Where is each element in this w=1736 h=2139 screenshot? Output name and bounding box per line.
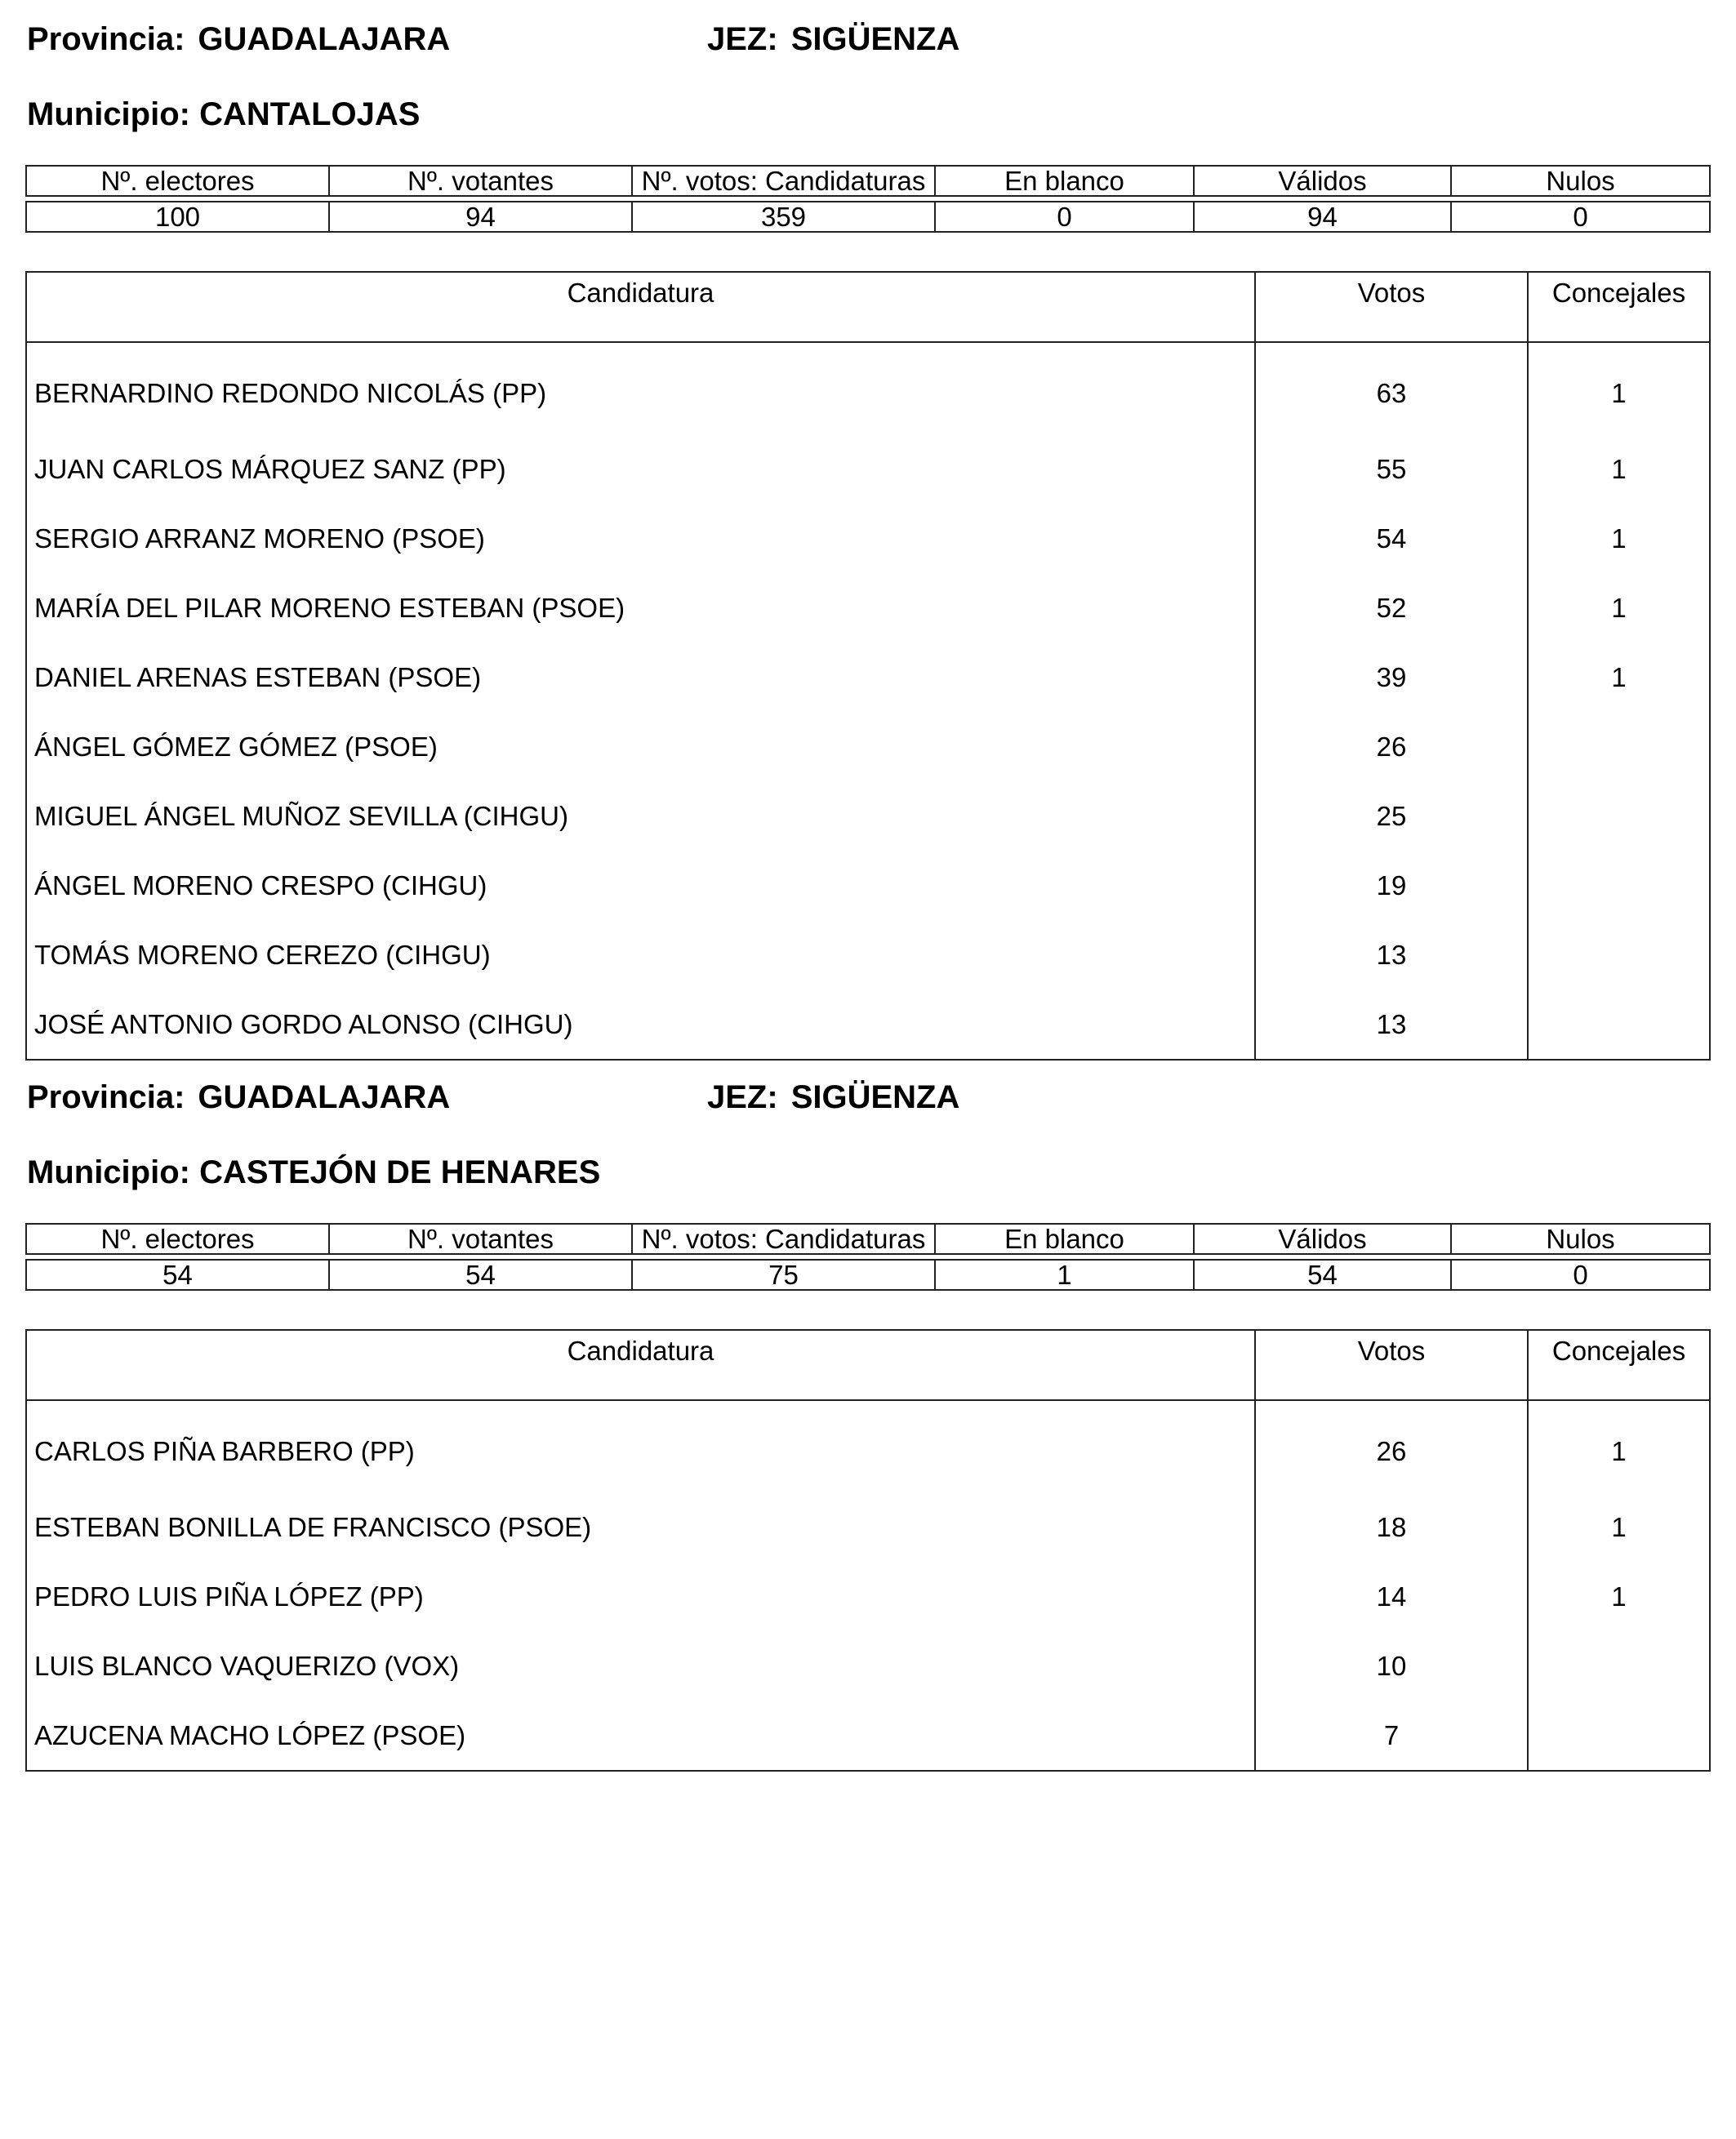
- candidate-concejales: 1: [1528, 434, 1710, 504]
- candidate-name: SERGIO ARRANZ MORENO (PSOE): [26, 504, 1255, 573]
- candidate-votes: 10: [1255, 1631, 1528, 1701]
- summary-values-table: [25, 1259, 1711, 1291]
- summary-value-cell: 54: [329, 1260, 632, 1290]
- summary-value-cell: 0: [1451, 202, 1710, 232]
- candidate-row: [26, 434, 1710, 504]
- candidate-name: MIGUEL ÁNGEL MUÑOZ SEVILLA (CIHGU): [26, 781, 1255, 851]
- summary-values-row: [26, 202, 1710, 232]
- candidate-concejales: [1528, 920, 1710, 989]
- candidate-row: [26, 781, 1710, 851]
- candidate-votes: 18: [1255, 1492, 1528, 1562]
- summary-header-row: [26, 1224, 1710, 1254]
- summary-value-cell: 54: [1194, 1260, 1451, 1290]
- candidate-votes: 39: [1255, 643, 1528, 712]
- votos-header: Votos: [1255, 1330, 1528, 1400]
- municipio-heading: [27, 98, 420, 131]
- candidate-row: [26, 643, 1710, 712]
- summary-values-table: [25, 201, 1711, 233]
- candidate-concejales: 1: [1528, 573, 1710, 643]
- candidate-votes: 19: [1255, 851, 1528, 920]
- candidate-concejales: [1528, 712, 1710, 781]
- summary-values-row: [26, 1260, 1710, 1290]
- candidate-name: ÁNGEL MORENO CRESPO (CIHGU): [26, 851, 1255, 920]
- candidate-votes: 63: [1255, 342, 1528, 434]
- summary-header-cell: En blanco: [935, 1224, 1194, 1254]
- summary-value-cell: 0: [1451, 1260, 1710, 1290]
- candidate-row: [26, 573, 1710, 643]
- summary-value-cell: 1: [935, 1260, 1194, 1290]
- provincia-value: GUADALAJARA: [198, 1079, 451, 1115]
- summary-header-row: [26, 166, 1710, 196]
- municipio-value: CASTEJÓN DE HENARES: [199, 1154, 601, 1190]
- candidate-name: TOMÁS MORENO CEREZO (CIHGU): [26, 920, 1255, 989]
- municipio-value: CANTALOJAS: [199, 96, 421, 132]
- candidatura-header: Candidatura: [26, 1330, 1255, 1400]
- summary-header-cell: Nº. votantes: [329, 166, 632, 196]
- candidate-votes: 26: [1255, 712, 1528, 781]
- candidate-row: [26, 712, 1710, 781]
- provincia-heading: [27, 1081, 450, 1114]
- concejales-header: Concejales: [1528, 272, 1710, 342]
- candidate-concejales: [1528, 1631, 1710, 1701]
- summary-value-cell: 75: [632, 1260, 935, 1290]
- candidate-row: [26, 1562, 1710, 1631]
- candidate-concejales: 1: [1528, 504, 1710, 573]
- candidate-concejales: 1: [1528, 643, 1710, 712]
- candidate-votes: 52: [1255, 573, 1528, 643]
- candidate-name: DANIEL ARENAS ESTEBAN (PSOE): [26, 643, 1255, 712]
- candidate-votes: 26: [1255, 1400, 1528, 1492]
- candidate-votes: 55: [1255, 434, 1528, 504]
- candidate-name: AZUCENA MACHO LÓPEZ (PSOE): [26, 1701, 1255, 1771]
- summary-value-cell: 359: [632, 202, 935, 232]
- jez-value: SIGÜENZA: [790, 21, 960, 57]
- candidate-votes: 14: [1255, 1562, 1528, 1631]
- summary-header-cell: Nº. electores: [26, 166, 329, 196]
- candidate-name: LUIS BLANCO VAQUERIZO (VOX): [26, 1631, 1255, 1701]
- summary-value-cell: 100: [26, 202, 329, 232]
- candidates-table: [25, 271, 1711, 1061]
- summary-header-cell: Válidos: [1194, 1224, 1451, 1254]
- summary-header-cell: En blanco: [935, 166, 1194, 196]
- provincia-heading: [27, 23, 450, 56]
- jez-label: JEZ:: [707, 1079, 778, 1115]
- candidate-votes: 54: [1255, 504, 1528, 573]
- municipio-label: Municipio:: [27, 1154, 190, 1190]
- provincia-label: Provincia:: [27, 21, 185, 57]
- candidate-name: PEDRO LUIS PIÑA LÓPEZ (PP): [26, 1562, 1255, 1631]
- candidate-name: ÁNGEL GÓMEZ GÓMEZ (PSOE): [26, 712, 1255, 781]
- votos-header: Votos: [1255, 272, 1528, 342]
- candidates-header-row: [26, 1330, 1710, 1400]
- candidate-row: [26, 342, 1710, 434]
- concejales-header: Concejales: [1528, 1330, 1710, 1400]
- summary-header-table: [25, 165, 1711, 197]
- candidate-concejales: 1: [1528, 342, 1710, 434]
- candidate-votes: 7: [1255, 1701, 1528, 1771]
- candidate-concejales: 1: [1528, 1562, 1710, 1631]
- jez-heading: [707, 23, 959, 56]
- candidate-name: JUAN CARLOS MÁRQUEZ SANZ (PP): [26, 434, 1255, 504]
- candidatura-header: Candidatura: [26, 272, 1255, 342]
- candidate-name: MARÍA DEL PILAR MORENO ESTEBAN (PSOE): [26, 573, 1255, 643]
- summary-value-cell: 94: [1194, 202, 1451, 232]
- summary-header-cell: Nº. electores: [26, 1224, 329, 1254]
- candidate-row: [26, 1701, 1710, 1771]
- jez-value: SIGÜENZA: [790, 1079, 960, 1115]
- candidate-row: [26, 851, 1710, 920]
- municipio-label: Municipio:: [27, 96, 190, 132]
- provincia-label: Provincia:: [27, 1079, 185, 1115]
- candidate-votes: 13: [1255, 989, 1528, 1060]
- municipio-heading: [27, 1156, 600, 1189]
- candidate-row: [26, 504, 1710, 573]
- summary-value-cell: 94: [329, 202, 632, 232]
- summary-header-cell: Nulos: [1451, 1224, 1710, 1254]
- candidate-row: [26, 1631, 1710, 1701]
- candidates-table: [25, 1329, 1711, 1772]
- summary-header-cell: Válidos: [1194, 166, 1451, 196]
- candidate-row: [26, 1400, 1710, 1492]
- jez-heading: [707, 1081, 959, 1114]
- summary-header-cell: Nº. votos: Candidaturas: [632, 166, 935, 196]
- candidates-header-row: [26, 272, 1710, 342]
- candidate-concejales: 1: [1528, 1400, 1710, 1492]
- candidate-concejales: [1528, 781, 1710, 851]
- provincia-value: GUADALAJARA: [198, 21, 451, 57]
- candidate-name: ESTEBAN BONILLA DE FRANCISCO (PSOE): [26, 1492, 1255, 1562]
- candidate-name: JOSÉ ANTONIO GORDO ALONSO (CIHGU): [26, 989, 1255, 1060]
- summary-header-cell: Nº. votos: Candidaturas: [632, 1224, 935, 1254]
- candidate-votes: 25: [1255, 781, 1528, 851]
- candidate-concejales: [1528, 989, 1710, 1060]
- summary-value-cell: 0: [935, 202, 1194, 232]
- candidate-row: [26, 989, 1710, 1060]
- candidate-row: [26, 1492, 1710, 1562]
- summary-value-cell: 54: [26, 1260, 329, 1290]
- candidate-concejales: 1: [1528, 1492, 1710, 1562]
- summary-header-cell: Nº. votantes: [329, 1224, 632, 1254]
- jez-label: JEZ:: [707, 21, 778, 57]
- candidate-votes: 13: [1255, 920, 1528, 989]
- summary-header-table: [25, 1223, 1711, 1255]
- candidate-name: BERNARDINO REDONDO NICOLÁS (PP): [26, 342, 1255, 434]
- candidate-row: [26, 920, 1710, 989]
- candidate-concejales: [1528, 1701, 1710, 1771]
- summary-header-cell: Nulos: [1451, 166, 1710, 196]
- candidate-concejales: [1528, 851, 1710, 920]
- candidate-name: CARLOS PIÑA BARBERO (PP): [26, 1400, 1255, 1492]
